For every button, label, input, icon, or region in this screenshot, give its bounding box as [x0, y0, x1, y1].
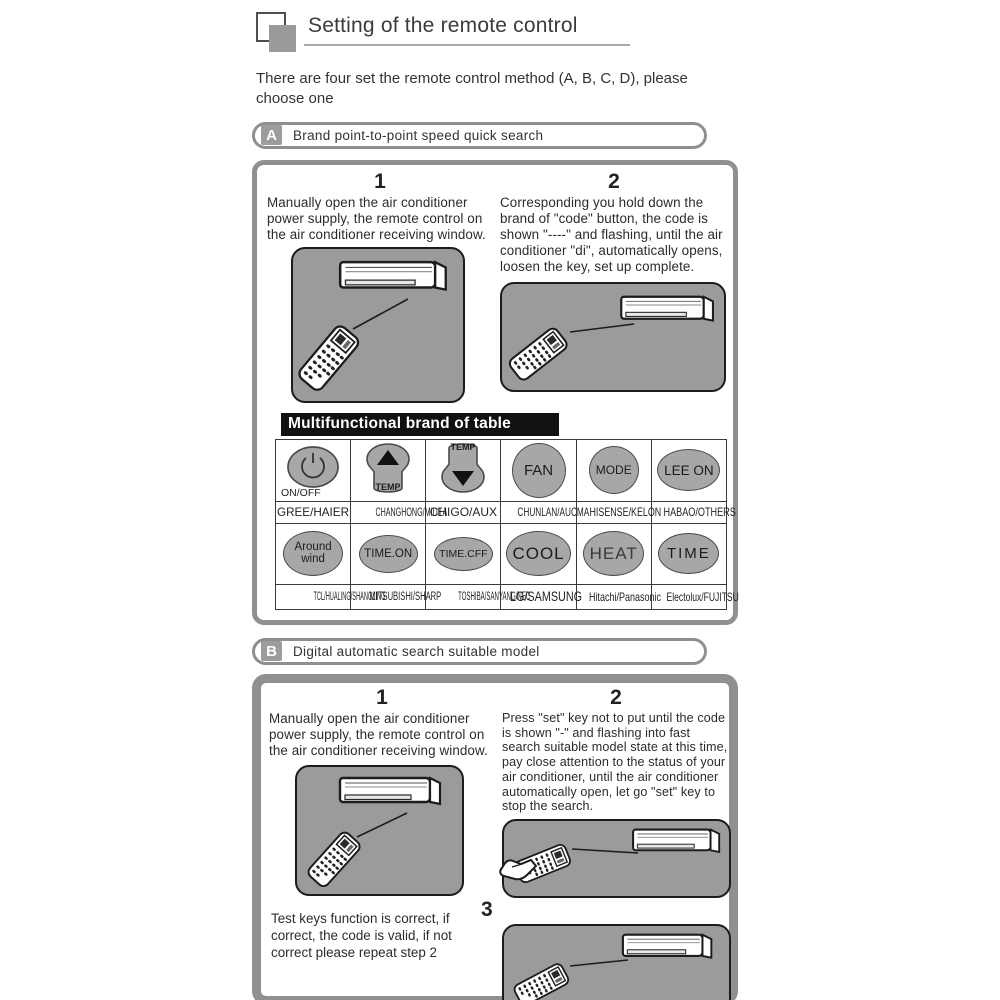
step-number: 1	[374, 169, 386, 193]
triangle-up-icon	[360, 440, 416, 496]
temp-up-button-cell	[351, 439, 426, 501]
mode-button-cell	[576, 439, 651, 501]
brand-label: TOSHIBA/SANYANG/NEC	[458, 590, 531, 603]
brand-row-2	[276, 584, 727, 609]
section-a-badge: A	[261, 125, 282, 145]
page-header	[252, 10, 740, 60]
onoff-button-cell	[276, 439, 351, 501]
brand-table-title: Multifunctional brand of table	[281, 413, 559, 436]
power-icon	[286, 445, 340, 491]
brand-label: LG/SAMSUNG	[510, 589, 583, 605]
air-conditioner-icon	[623, 935, 711, 958]
test-note-text: Test keys function is correct, if correct, the code is valid, if not correct please repeat step 2	[271, 911, 452, 960]
page-title: Setting of the remote control	[304, 14, 630, 46]
overlapping-squares-icon	[252, 10, 298, 58]
section-b-steps	[269, 685, 728, 1000]
cool-button: COOL	[506, 531, 571, 576]
step-number: 2	[610, 685, 622, 709]
brand-row-1	[276, 501, 727, 523]
button-row-1	[276, 439, 727, 501]
brand-label: CHUNLAN/AUCMA	[517, 505, 590, 520]
lee-on-button: LEE ON	[657, 449, 720, 491]
remote-control-icon	[507, 326, 569, 382]
around-wind-button: Around wind	[283, 531, 343, 576]
brand-label: CHANGHONG/MIDEA	[375, 505, 448, 520]
step-text: Press "set" key not to put until the code is shown "-" and flashing into fast search suitable model state at this time, pay close attention to the status of your air conditioner, until the air conditioner automatically open, let go "set" key to stop the search.	[502, 710, 728, 814]
brand-label: HABAO/OTHERS	[663, 505, 736, 520]
ac-remote-drawing	[502, 284, 724, 390]
step-number: 1	[376, 685, 388, 709]
intro-text: There are four set the remote control method (A, B, C, D), please choose one	[256, 70, 688, 107]
remote-control-icon	[297, 323, 361, 392]
time-on-button: TIME.ON	[359, 535, 418, 573]
triangle-down-icon	[435, 440, 491, 496]
step-text: Manually open the air conditioner power supply, the remote control on the air conditioner receiving window.	[267, 194, 486, 242]
section-b-heading: Digital automatic search suitable model	[293, 643, 540, 659]
page-content	[252, 10, 740, 1000]
brand-table	[275, 439, 739, 610]
brand-label: GREE/HAIER	[277, 505, 350, 520]
temp-down-label: TEMP	[450, 441, 476, 452]
section-b-panel	[252, 674, 738, 1000]
step-text: Corresponding you hold down the brand of "code" button, the code is shown "----" and flashing, until the air conditioner "di", automatically opens, loosen the key, set up complete.	[500, 194, 723, 274]
heat-button: HEAT	[583, 531, 644, 576]
step-number: 3	[481, 897, 493, 921]
time-button: TIME	[658, 533, 719, 574]
ac-remote-drawing	[504, 926, 729, 1000]
ac-remote-hand-drawing	[504, 821, 729, 896]
illustration-hand-pressing-remote	[502, 819, 731, 898]
brand-label: HISENSE/KELON	[589, 505, 661, 520]
time-off-button: TIME.CFF	[434, 537, 493, 571]
remote-control-icon	[513, 962, 570, 1000]
section-b-badge: B	[261, 641, 282, 661]
mode-button: MODE	[589, 446, 639, 494]
remote-control-icon	[306, 830, 362, 888]
section-a-header	[252, 122, 707, 149]
brand-label: CHIGO/AUX	[429, 505, 498, 520]
onoff-label: ON/OFF	[281, 486, 321, 499]
air-conditioner-icon	[621, 297, 713, 321]
air-conditioner-icon	[340, 778, 440, 804]
brand-label: Electolux/FUJITSU	[666, 589, 739, 604]
section-a-step2	[500, 169, 728, 403]
section-b-header	[252, 638, 707, 665]
brand-label: Hitachi/Panasonic	[588, 589, 661, 604]
button-row-2	[276, 523, 727, 584]
section-b-step2	[481, 685, 730, 1000]
brand-label: TCL/HUALING/SHANGLING	[313, 590, 386, 603]
ac-remote-drawing	[297, 767, 462, 894]
brand-label: MITSUBISHI/SHARP	[369, 590, 442, 603]
section-a-heading: Brand point-to-point speed quick search	[293, 127, 544, 143]
illustration-remote-pointing-at-ac	[502, 924, 731, 1000]
temp-up-label: TEMP	[375, 481, 401, 492]
section-b-step1	[269, 685, 495, 1000]
step-number: 2	[608, 169, 620, 193]
section-a-step1	[267, 169, 493, 403]
ac-remote-drawing	[293, 249, 463, 401]
temp-down-button-cell	[426, 439, 501, 501]
leeon-button-cell	[651, 439, 726, 501]
illustration-remote-pointing-at-ac	[500, 282, 726, 392]
section-a-panel	[252, 160, 738, 625]
illustration-remote-pointing-at-ac	[291, 247, 465, 403]
section-a-steps	[267, 169, 725, 403]
air-conditioner-icon	[340, 262, 446, 289]
step-text: Manually open the air conditioner power supply, the remote control on the air conditioner receiving window.	[269, 710, 488, 758]
air-conditioner-icon	[633, 830, 719, 852]
fan-button-cell	[501, 439, 576, 501]
fan-button: FAN	[512, 443, 566, 498]
illustration-remote-pointing-at-ac	[295, 765, 464, 896]
